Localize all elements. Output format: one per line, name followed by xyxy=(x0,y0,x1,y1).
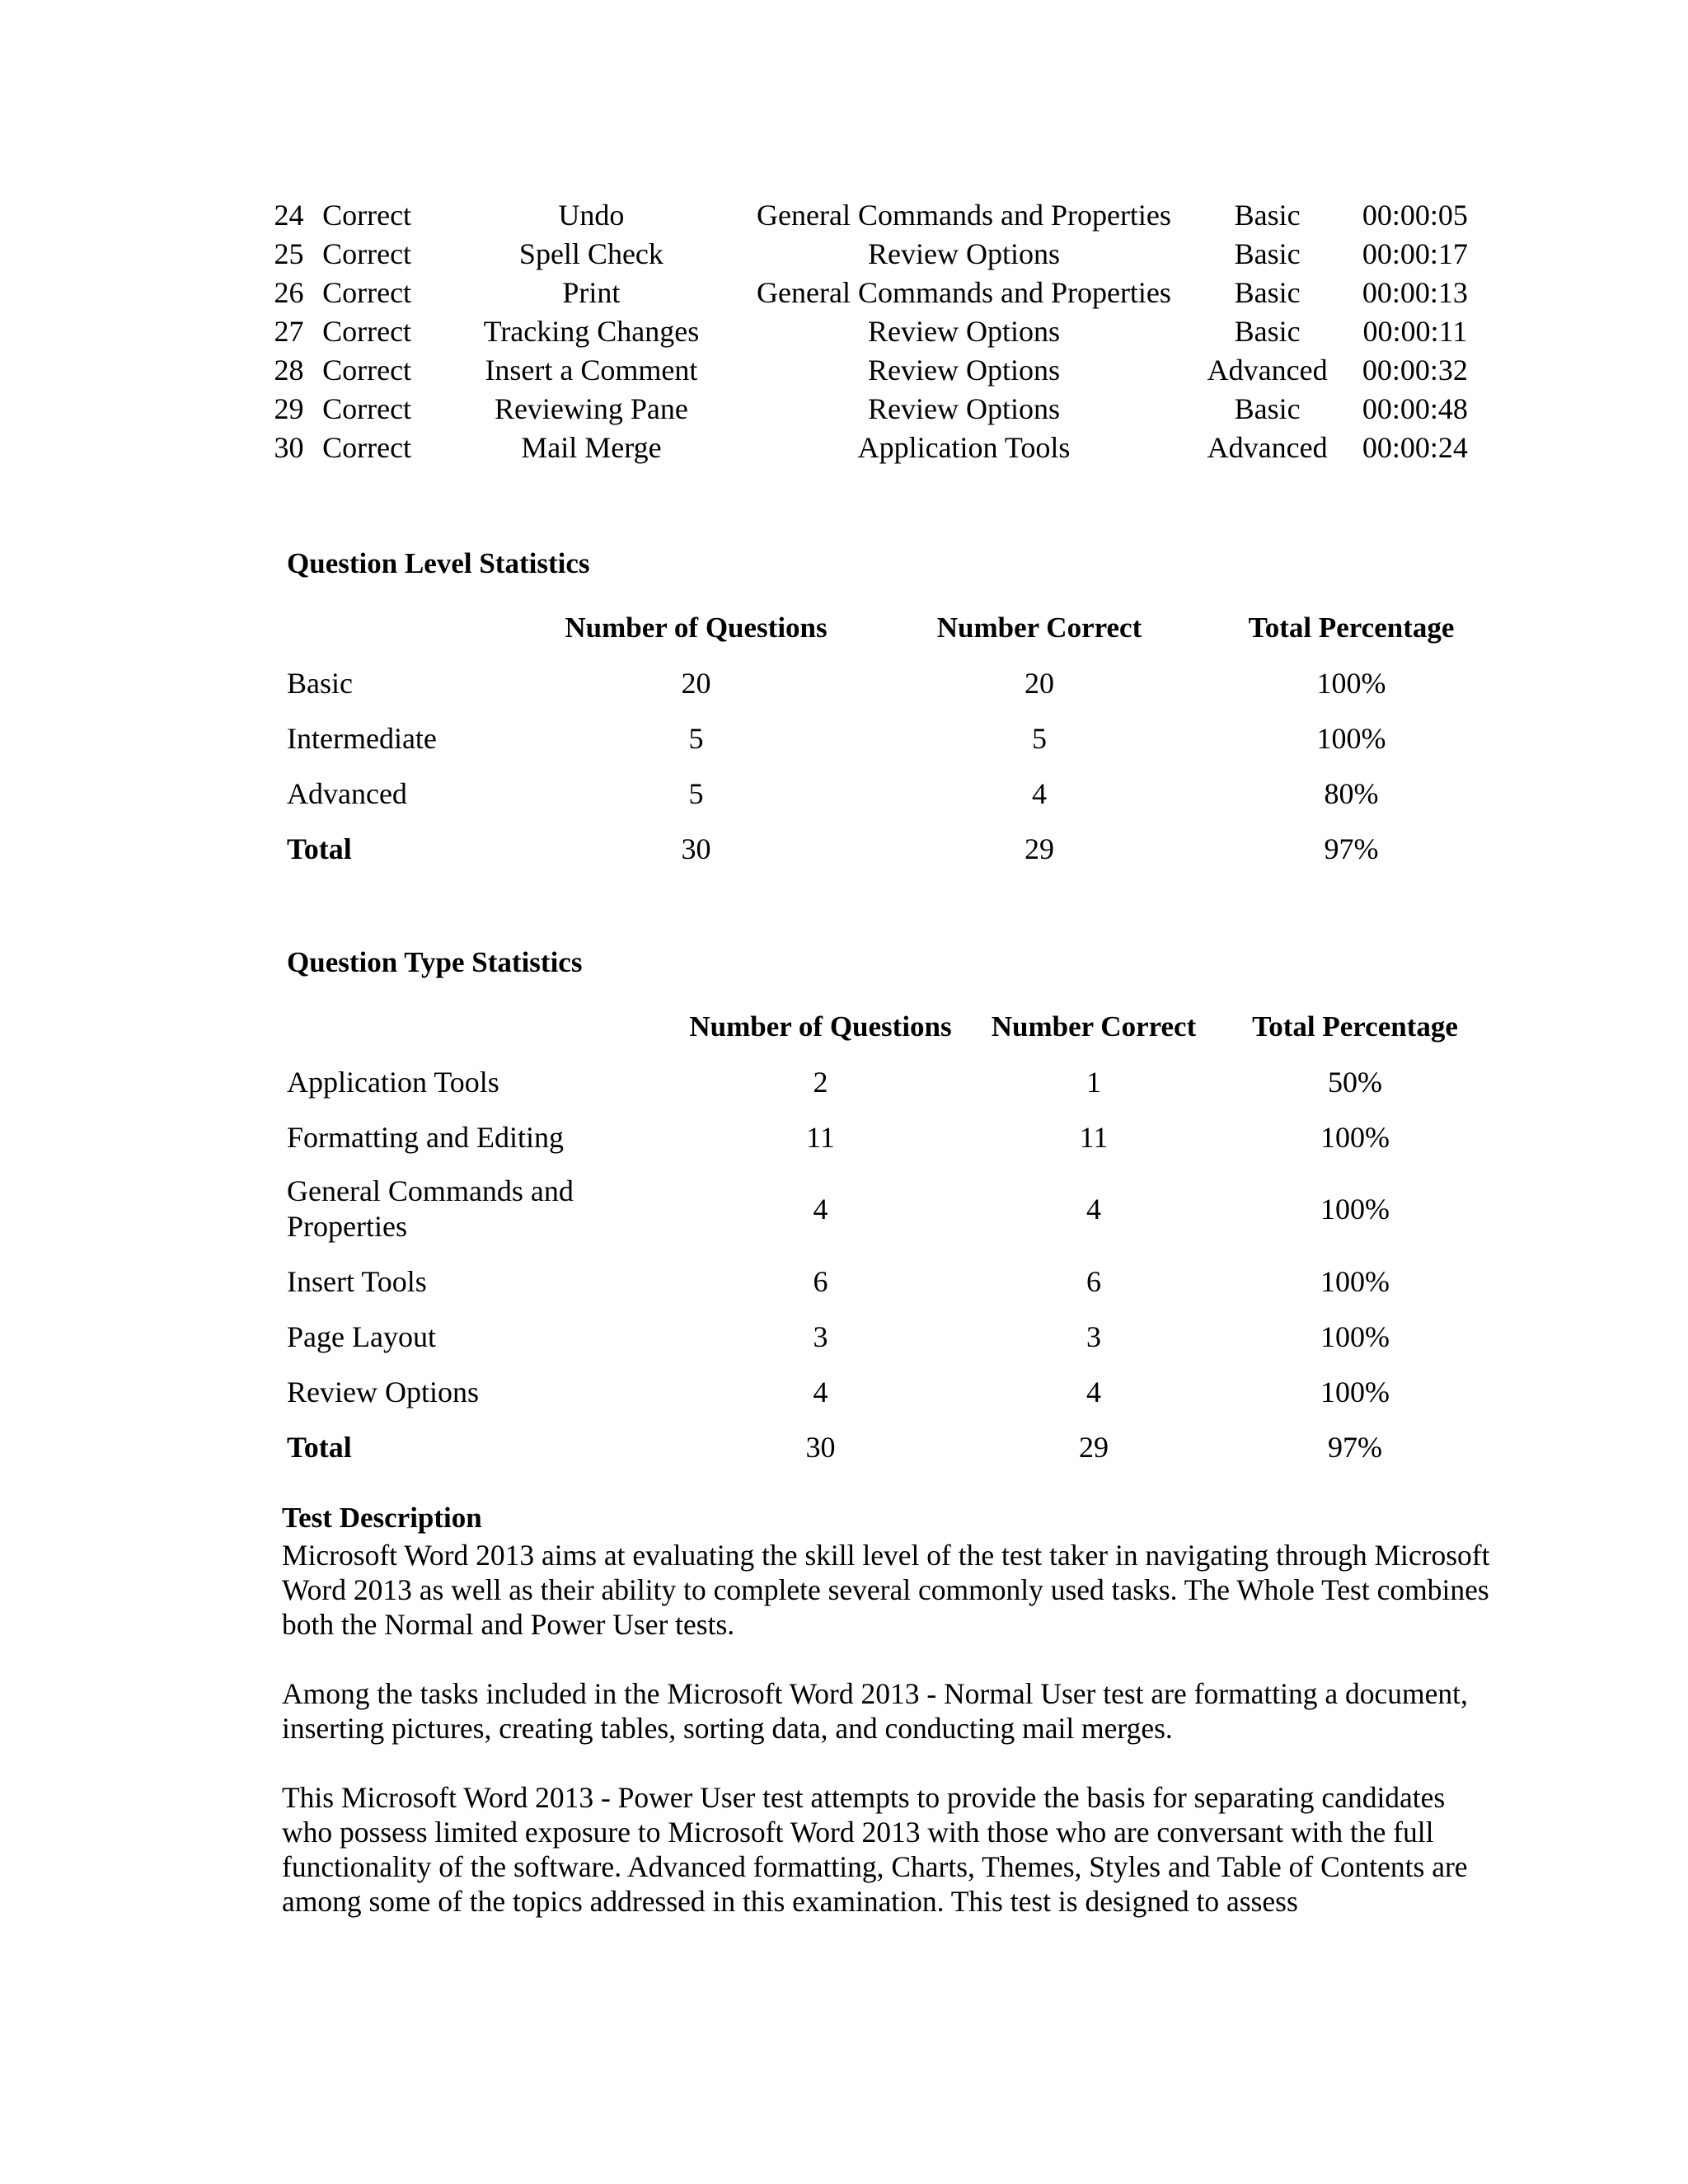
total-correct: 29 xyxy=(1079,1430,1109,1464)
questions-count: 11 xyxy=(806,1120,835,1154)
question-level: Basic xyxy=(1234,199,1301,232)
level-stats-table xyxy=(287,600,1465,876)
row-label: Basic xyxy=(287,666,353,700)
table-row xyxy=(287,1254,1485,1309)
header-total-percentage: Total Percentage xyxy=(1248,611,1455,644)
question-number: 26 xyxy=(274,276,304,309)
question-category: General Commands and Properties xyxy=(757,276,1171,309)
table-row xyxy=(265,351,1485,390)
correct-count: 1 xyxy=(1086,1065,1101,1099)
percentage-value: 50% xyxy=(1328,1065,1382,1099)
table-row xyxy=(287,1364,1485,1419)
table-row xyxy=(287,655,1465,710)
correct-count: 4 xyxy=(1086,1375,1101,1408)
table-row xyxy=(265,235,1485,274)
results-table xyxy=(265,196,1485,467)
time-taken: 00:00:32 xyxy=(1362,354,1468,387)
row-label: Application Tools xyxy=(287,1065,499,1099)
result-status: Correct xyxy=(322,199,412,232)
question-number: 27 xyxy=(274,315,304,348)
type-stats-title: Question Type Statistics xyxy=(287,946,583,978)
table-row xyxy=(287,1309,1485,1364)
question-number: 28 xyxy=(274,354,304,387)
level-stats-title: Question Level Statistics xyxy=(287,547,590,579)
total-row xyxy=(287,1419,1485,1474)
question-level: Advanced xyxy=(1207,431,1328,464)
question-name: Spell Check xyxy=(518,237,663,270)
time-taken: 00:00:11 xyxy=(1362,315,1468,348)
row-label: General Commands and Properties xyxy=(287,1174,574,1243)
question-level: Basic xyxy=(1234,392,1301,425)
total-percentage: 97% xyxy=(1324,832,1379,865)
row-label: Formatting and Editing xyxy=(287,1120,564,1154)
questions-count: 5 xyxy=(688,776,704,810)
question-name: Undo xyxy=(558,199,625,232)
time-taken: 00:00:24 xyxy=(1362,431,1468,464)
header-number-of-questions: Number of Questions xyxy=(565,611,828,644)
question-category: Review Options xyxy=(867,237,1060,270)
percentage-value: 100% xyxy=(1320,1319,1390,1353)
table-row xyxy=(265,312,1485,351)
question-name: Mail Merge xyxy=(521,431,662,464)
correct-count: 11 xyxy=(1079,1120,1109,1154)
result-status: Correct xyxy=(322,354,412,387)
percentage-value: 100% xyxy=(1320,1264,1390,1298)
questions-count: 2 xyxy=(813,1065,828,1099)
table-row xyxy=(265,429,1485,467)
table-row xyxy=(287,766,1465,821)
question-level: Basic xyxy=(1234,276,1301,309)
total-label: Total xyxy=(287,1430,352,1464)
correct-count: 3 xyxy=(1086,1319,1101,1353)
questions-count: 20 xyxy=(681,666,711,700)
correct-count: 6 xyxy=(1086,1264,1101,1298)
description-body xyxy=(282,1538,1493,1953)
percentage-value: 80% xyxy=(1324,776,1379,810)
question-category: Review Options xyxy=(867,315,1060,348)
result-status: Correct xyxy=(322,237,412,270)
table-row xyxy=(265,196,1485,235)
time-taken: 00:00:05 xyxy=(1362,199,1468,232)
question-category: Review Options xyxy=(867,354,1060,387)
description-paragraph: Microsoft Word 2013 aims at evaluating the skill level of the test taker in navigating through Microsoft Word 2013 as well as their ability to complete several commonly used tasks. The Whole Test combines both the Normal and Power User tests. xyxy=(282,1539,1490,1641)
time-taken: 00:00:48 xyxy=(1362,392,1468,425)
question-number: 29 xyxy=(274,392,304,425)
table-header-row xyxy=(287,999,1485,1054)
time-taken: 00:00:17 xyxy=(1362,237,1468,270)
questions-count: 6 xyxy=(813,1264,828,1298)
correct-count: 4 xyxy=(1032,776,1047,810)
table-row xyxy=(287,1165,1485,1254)
description-paragraph: This Microsoft Word 2013 - Power User test attempts to provide the basis for separating candidates who possess limited exposure to Microsoft Word 2013 with those who are conversant with the full functionality of the software. Advanced formatting, Charts, Themes, Styles and Table of Contents are among some of the topics addressed in this examination. This test is designed to assess xyxy=(282,1781,1468,1918)
table-row xyxy=(287,1054,1485,1109)
row-label: Insert Tools xyxy=(287,1264,427,1298)
question-category: Review Options xyxy=(867,392,1060,425)
row-label: Page Layout xyxy=(287,1319,436,1353)
row-label: Advanced xyxy=(287,776,407,810)
header-number-of-questions: Number of Questions xyxy=(689,1010,952,1043)
total-label: Total xyxy=(287,832,352,865)
table-row xyxy=(287,1109,1485,1165)
question-category: Application Tools xyxy=(857,431,1071,464)
percentage-value: 100% xyxy=(1320,1120,1390,1154)
header-total-percentage: Total Percentage xyxy=(1252,1010,1458,1043)
result-status: Correct xyxy=(322,431,412,464)
row-label-cell xyxy=(287,1165,678,1254)
question-name: Print xyxy=(562,276,621,309)
question-number: 25 xyxy=(274,237,304,270)
header-blank xyxy=(287,999,678,1054)
percentage-value: 100% xyxy=(1316,666,1386,700)
row-label: Intermediate xyxy=(287,721,437,755)
type-stats-table xyxy=(287,999,1485,1474)
question-level: Advanced xyxy=(1207,354,1328,387)
question-level: Basic xyxy=(1234,315,1301,348)
header-number-correct: Number Correct xyxy=(991,1010,1197,1043)
questions-count: 5 xyxy=(688,721,704,755)
table-row xyxy=(265,274,1485,312)
question-level: Basic xyxy=(1234,237,1301,270)
question-category: General Commands and Properties xyxy=(757,199,1171,232)
correct-count: 20 xyxy=(1025,666,1054,700)
correct-count: 4 xyxy=(1086,1193,1101,1226)
total-correct: 29 xyxy=(1025,832,1054,865)
result-status: Correct xyxy=(322,315,412,348)
question-name: Reviewing Pane xyxy=(494,392,688,425)
header-blank xyxy=(287,600,551,655)
table-row xyxy=(265,390,1485,429)
percentage-value: 100% xyxy=(1320,1193,1390,1226)
question-name: Tracking Changes xyxy=(483,315,700,348)
description-title: Test Description xyxy=(282,1502,482,1534)
result-status: Correct xyxy=(322,392,412,425)
question-number: 24 xyxy=(274,199,304,232)
percentage-value: 100% xyxy=(1320,1375,1390,1408)
total-questions: 30 xyxy=(681,832,711,865)
percentage-value: 100% xyxy=(1316,721,1386,755)
row-label: Review Options xyxy=(287,1375,479,1408)
header-number-correct: Number Correct xyxy=(936,611,1142,644)
table-row xyxy=(287,710,1465,766)
total-row xyxy=(287,821,1465,876)
total-percentage: 97% xyxy=(1328,1430,1382,1464)
time-taken: 00:00:13 xyxy=(1362,276,1468,309)
description-paragraph: Among the tasks included in the Microsoft Word 2013 - Normal User test are formatting a document, inserting pictures, creating tables, sorting data, and conducting mail merges. xyxy=(282,1677,1468,1745)
questions-count: 4 xyxy=(813,1193,828,1226)
question-number: 30 xyxy=(274,431,304,464)
questions-count: 4 xyxy=(813,1375,828,1408)
questions-count: 3 xyxy=(813,1319,828,1353)
total-questions: 30 xyxy=(805,1430,836,1464)
correct-count: 5 xyxy=(1032,721,1047,755)
table-header-row xyxy=(287,600,1465,655)
result-status: Correct xyxy=(322,276,412,309)
question-name: Insert a Comment xyxy=(485,354,698,387)
